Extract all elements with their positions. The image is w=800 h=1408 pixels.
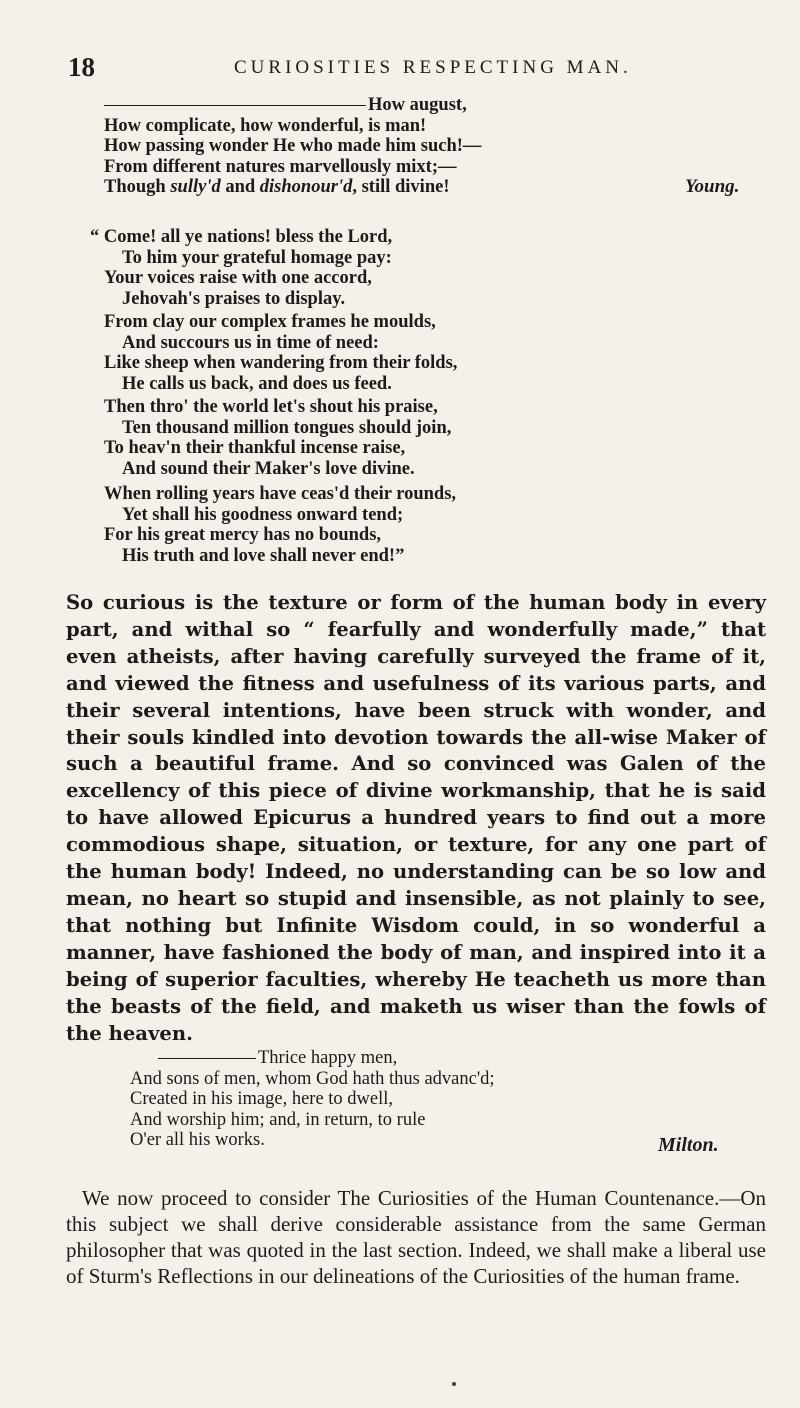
attribution-milton: Milton.: [658, 1134, 719, 1156]
hymn-line: From clay our complex frames he moulds,: [104, 312, 436, 332]
page-header: [68, 52, 760, 86]
hymn-line: To him your grateful homage pay:: [122, 247, 392, 268]
hymn-line: And succours us in time of need:: [122, 332, 379, 353]
running-head: CURIOSITIES RESPECTING MAN.: [234, 57, 632, 78]
hymn-line: He calls us back, and does us feed.: [122, 373, 392, 394]
paragraph-closing: We now proceed to consider The Curiosities of the Human Countenance.—On this subject we shall derive considerable assistance from the same German philosopher that was quoted in the last section. Indeed, we shall make a liberal use of Sturm's Reflections in our delineations of the Curiosities of the human frame.: [66, 1186, 766, 1288]
hymn-line: To heav'n their thankful incense raise,: [104, 438, 406, 458]
hymn-stanza-3: [104, 397, 451, 479]
poem-line: How complicate, how wonderful, is man!: [104, 115, 427, 136]
poem-line: And worship him; and, in return, to rule: [130, 1109, 426, 1130]
hymn-line: When rolling years have ceas'd their rounds,: [104, 484, 457, 504]
ink-speck: [452, 1382, 456, 1386]
hymn-line: Like sheep when wandering from their folds,: [104, 353, 458, 373]
hymn-stanza-1: [90, 227, 393, 309]
hymn-line: Ten thousand million tongues should join,: [122, 417, 452, 438]
hymn-line: Then thro' the world let's shout his praise,: [104, 397, 438, 417]
poem-line: From different natures marvellously mixt;—: [104, 156, 457, 177]
page-number: 18: [68, 52, 95, 82]
poem-line: How august,: [104, 95, 481, 116]
hymn-line: Your voices raise with one accord,: [104, 268, 372, 288]
hymn-line: “ Come! all ye nations! bless the Lord,: [90, 227, 393, 247]
hymn-line: Yet shall his goodness onward tend;: [122, 504, 404, 525]
poem-line: Thrice happy men,: [130, 1048, 495, 1069]
attribution-young: Young.: [685, 176, 740, 197]
poem-milton: [130, 1048, 495, 1151]
poem-line: Though sully'd and dishonour'd, still divine!: [104, 177, 450, 197]
hymn-stanza-2: [104, 312, 457, 394]
hymn-stanza-4: [104, 484, 456, 566]
poem-line: Created in his image, here to dwell,: [130, 1089, 394, 1109]
poem-line: How passing wonder He who made him such!—: [104, 136, 482, 156]
poem-line: O'er all his works.: [130, 1130, 265, 1150]
hymn-line: For his great mercy has no bounds,: [104, 525, 382, 545]
hymn-line: His truth and love shall never end!”: [122, 545, 405, 566]
hymn-line: And sound their Maker's love divine.: [122, 458, 415, 479]
poem-line: And sons of men, whom God hath thus advanc'd;: [130, 1068, 495, 1089]
hymn-line: Jehovah's praises to display.: [122, 288, 346, 309]
paragraph-body: So curious is the texture or form of the human body in every part, and withal so “ fearfully and wonderfully made,” that even atheists, after having carefully surveyed the frame of it, and viewed the fitness and usefulness of its various parts, and their several intentions, have been struck with wonder, and their souls kindled into devotion towards the all-wise Maker of such a beautiful frame. And so convinced was Galen of the excellency of this piece of divine workmanship, that he is said to have allowed Epicurus a hundred years to find out a more commodious shape, situation, or texture, for any one part of the human body! Indeed, no understanding can be so low and mean, no heart so stupid and insensible, as not plainly to see, that nothing but Infinite Wisdom could, in so wonderful a manner, have fashioned the body of man, and inspired into it a being of superior faculties, whereby He teacheth us more than the beasts of the field, and maketh us wiser than the fowls of the heaven.: [66, 591, 766, 1045]
poem-young: [104, 95, 481, 198]
